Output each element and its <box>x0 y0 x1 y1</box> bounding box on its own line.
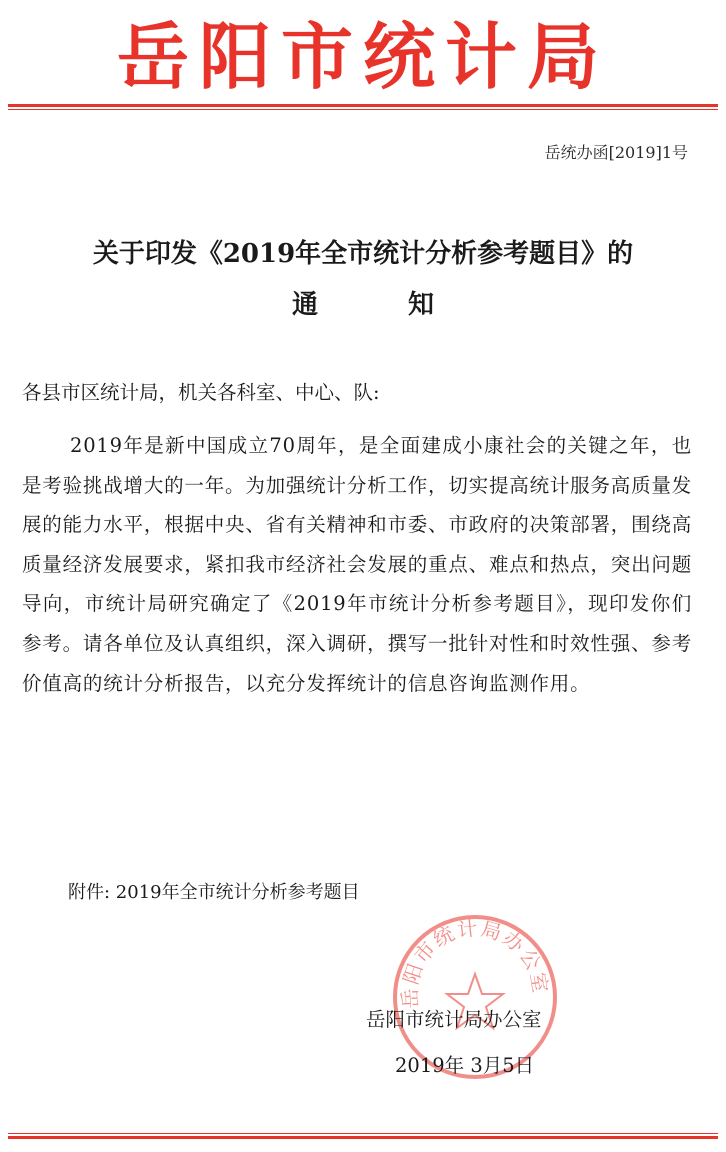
document-title: 关于印发《2019年全市统计分析参考题目》的 <box>92 239 634 269</box>
footer-divider-thin <box>8 1133 718 1134</box>
document-title-continued <box>0 285 726 325</box>
attachment-note: 附件: 2019年全市统计分析参考题目 <box>68 882 360 903</box>
footer-divider-thick <box>8 1136 718 1139</box>
title-char-zhi: 知 <box>408 290 435 320</box>
letterhead-divider-thin <box>8 109 718 110</box>
document-number: 岳统办函[2019]1号 <box>544 143 688 162</box>
title-char-tong: 通 <box>291 290 318 320</box>
letterhead-title: 岳阳市统计局 <box>116 15 609 99</box>
body-paragraph: 2019年是新中国成立70周年，是全面建成小康社会的关键之年，也是考验挑战增大的一年。为加强统计分析工作，切实提高统计服务高质量发展的能力水平，根据中央、省有关精神和市委、市政府的决策部署，围绕高质量经济发展要求，紧扣我市经济社会发展的重点、难点和热点，突出问题导向，市统计局研究确定了《2019年市统计分析参考题目》，现印发你们参考。请各单位及认真组织，深入调研，撰写一批针对性和时效性强、参考价值高的统计分析报告，以充分发挥统计的信息咨询监测作用。 <box>22 434 692 695</box>
signature-date: 2019年 3月5日 <box>395 1054 535 1077</box>
salutation: 各县市区统计局，机关各科室、中心、队: <box>22 381 380 404</box>
seal-text: 岳阳市统计局办公室 <box>397 915 553 1010</box>
letterhead-divider-thick <box>8 104 718 107</box>
signature-organization: 岳阳市统计局办公室 <box>366 1008 542 1031</box>
